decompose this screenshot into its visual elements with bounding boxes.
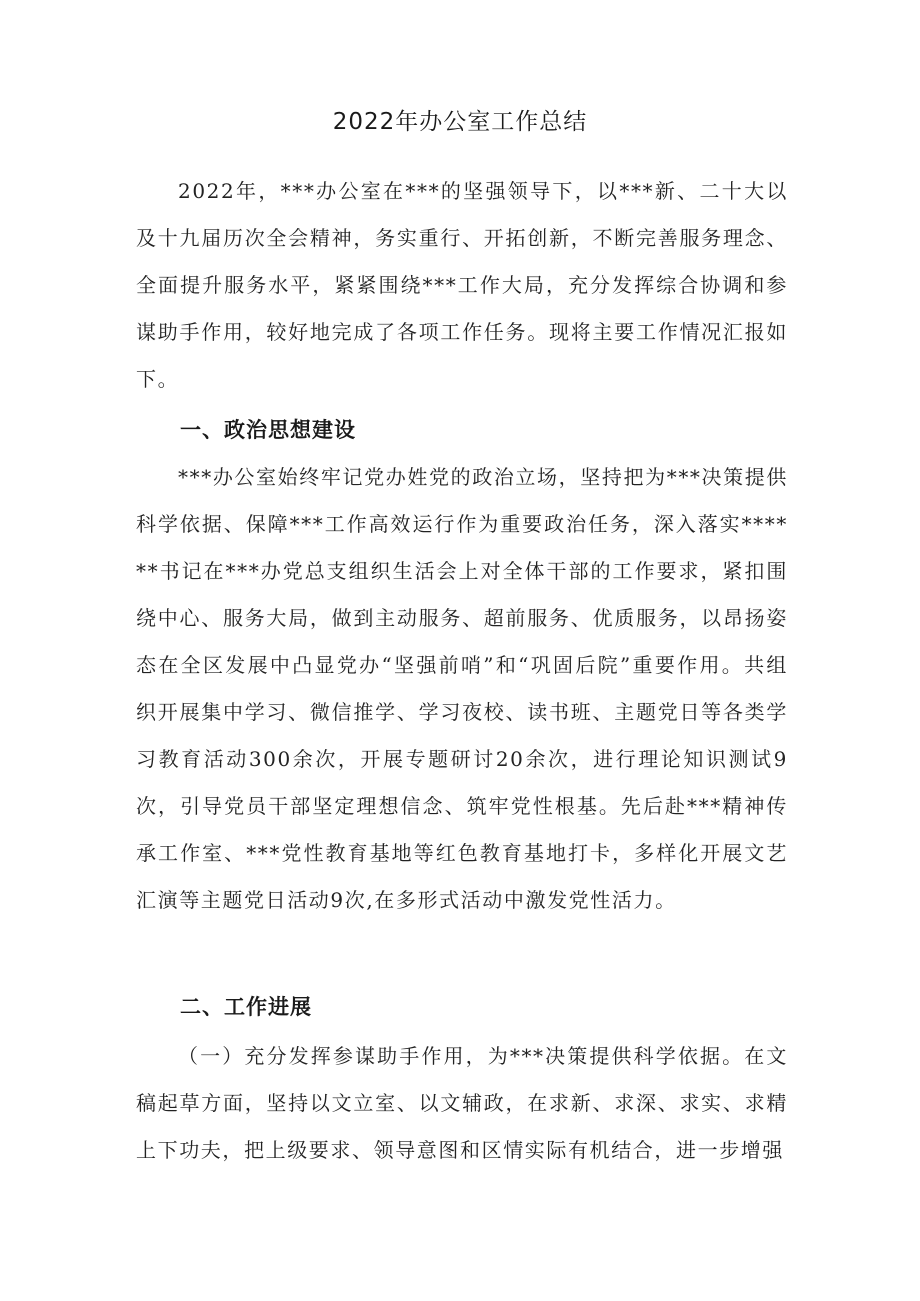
section-paragraph-progress: （一）充分发挥参谋助手作用，为***决策提供科学依据。在文稿起草方面，坚持以文立室、以文辅政，在求新、求深、求实、求精上下功夫，把上级要求、领导意图和区情实际有机结合，进一步增强 (136, 1044, 788, 1162)
section-heading-political: 一、政治思想建设 (180, 418, 356, 442)
section-paragraph-political: ***办公室始终牢记党办姓党的政治立场，坚持把为***决策提供科学依据、保障***工作高效运行作为重要政治任务，深入落实******书记在***办党总支组织生活会上对全体干部的工作要求，紧扣围绕中心、服务大局，做到主动服务、超前服务、优质服务，以昂扬姿态在全区发展中凸显党办“坚强前哨”和“巩固后院”重要作用。共组织开展集中学习、微信推学、学习夜校、读书班、主题党日等各类学习教育活动300余次，开展专题研讨20余次，进行理论知识测试9次，引导党员干部坚定理想信念、筑牢党性根基。先后赴***精神传承工作室、***党性教育基地等红色教育基地打卡，多样化开展文艺汇演等主题党日活动9次,在多形式活动中激发党性活力。 (136, 465, 788, 912)
section-heading-progress: 二、工作进展 (180, 995, 312, 1019)
intro-paragraph: 2022年，***办公室在***的坚强领导下，以***新、二十大以及十九届历次全会精神，务实重行、开拓创新，不断完善服务理念、全面提升服务水平，紧紧围绕***工作大局，充分发挥综合协调和参谋助手作用，较好地完成了各项工作任务。现将主要工作情况汇报如下。 (136, 179, 788, 391)
document-title: 2022年办公室工作总结 (332, 109, 588, 135)
